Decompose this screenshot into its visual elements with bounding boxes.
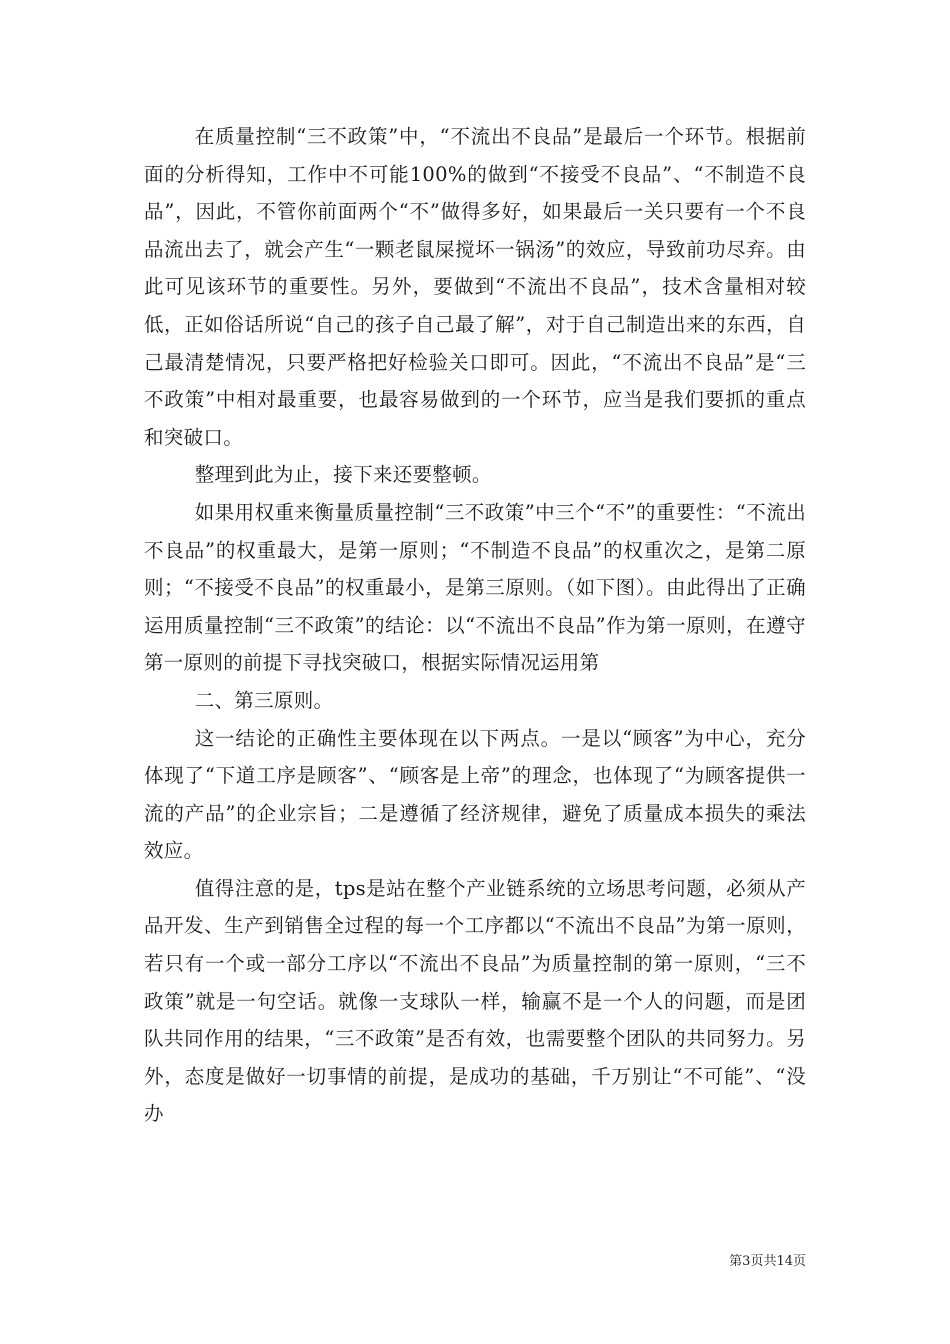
paragraph-2: 整理到此为止，接下来还要整顿。: [194, 463, 492, 487]
paragraph-1: 在质量控制“三不政策”中，“不流出不良品”是最后一个环节。根据前面的分析得知，工作中不可能100%的做到“不接受不良品”、“不制造不良品”，因此，不管你前面两个“不”做得多好，如果最后一关只要有一个不良品流出去了，就会产生“一颗老鼠屎搅坏一锅汤”的效应，导致前功尽弃。由此可见该环节的重要性。另外，要做到“不流出不良品”，技术含量相对较低，正如俗话所说“自己的孩子自己最了解”，对于自己制造出来的东西，自己最清楚情况，只要严格把好检验关口即可。因此，“不流出不良品”是“三不政策”中相对最重要，也最容易做到的一个环节，应当是我们要抓的重点和突破口。: [144, 125, 806, 449]
paragraph-4: 二、第三原则。: [194, 688, 334, 712]
paragraph-6: 值得注意的是，tps是站在整个产业链系统的立场思考问题，必须从产品开发、生产到销售全过程的每一个工序都以“不流出不良品”为第一原则，若只有一个或一部分工序以“不流出不良品”为质量控制的第一原则，“三不政策”就是一句空话。就像一支球队一样，输赢不是一个人的问题，而是团队共同作用的结果，“三不政策”是否有效，也需要整个团队的共同努力。另外，态度是做好一切事情的前提，是成功的基础，千万别让“不可能”、“没办: [144, 876, 806, 1126]
document-body: [144, 118, 806, 1133]
paragraph-3: 如果用权重来衡量质量控制“三不政策”中三个“不”的重要性：“不流出不良品”的权重最大，是第一原则；“不制造不良品”的权重次之，是第二原则；“不接受不良品”的权重最小，是第三原则。（如下图）。由此得出了正确运用质量控制“三不政策”的结论：以“不流出不良品”作为第一原则，在遵守第一原则的前提下寻找突破口，根据实际情况运用第: [144, 500, 806, 675]
paragraph-5: 这一结论的正确性主要体现在以下两点。一是以“顾客”为中心，充分体现了“下道工序是顾客”、“顾客是上帝”的理念，也体现了“为顾客提供一流的产品”的企业宗旨；二是遵循了经济规律，避免了质量成本损失的乘法效应。: [144, 726, 806, 863]
page-number-footer: 第3页共14页: [729, 1254, 806, 1269]
